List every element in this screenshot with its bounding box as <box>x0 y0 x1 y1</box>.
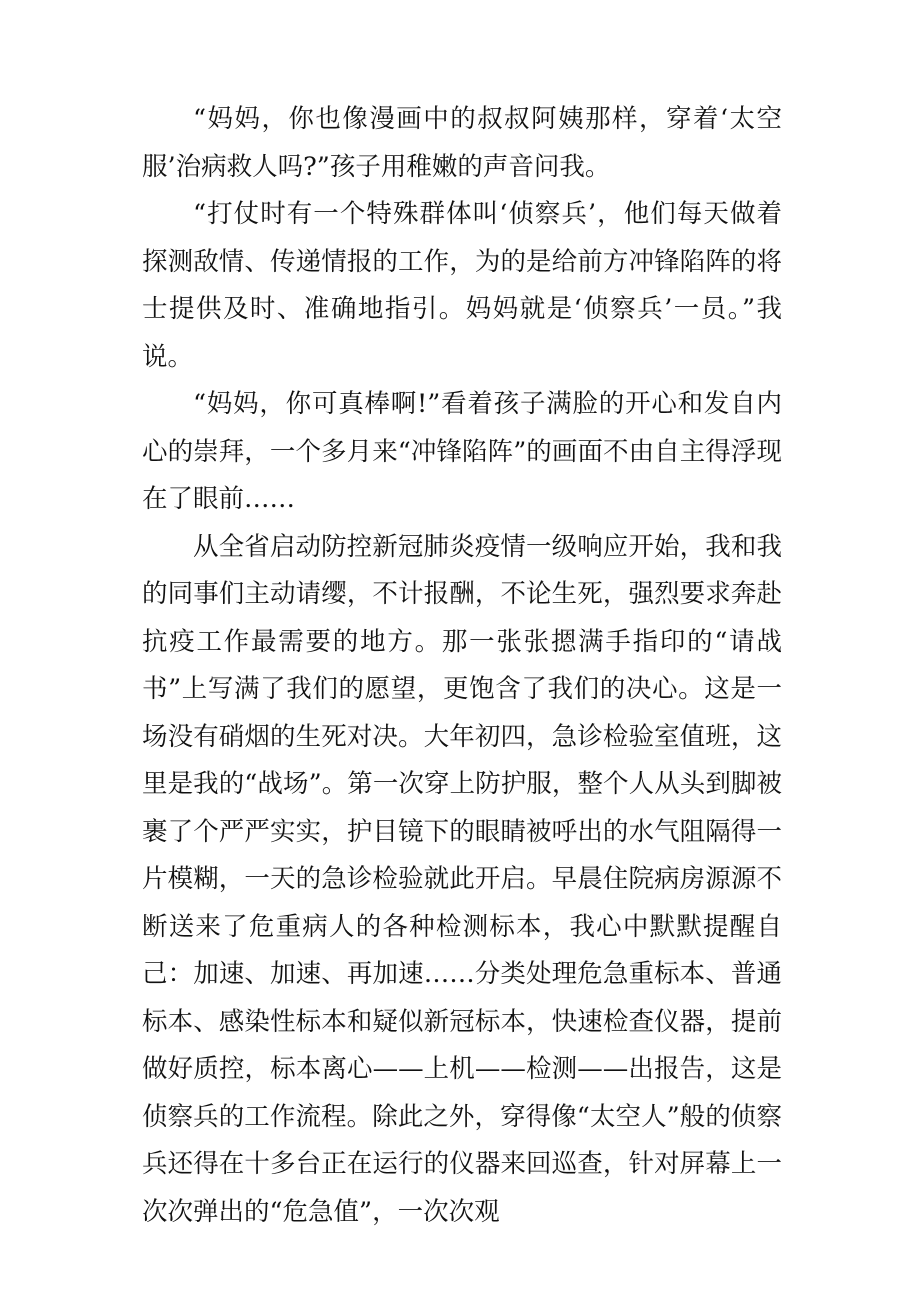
paragraph-2: “打仗时有一个特殊群体叫‘侦察兵’，他们每天做着探测敌情、传递情报的工作，为的是给前方冲锋陷阵的将士提供及时、准确地指引。妈妈就是‘侦察兵’一员。”我说。 <box>142 199 782 372</box>
paragraph-1: “妈妈，你也像漫画中的叔叔阿姨那样，穿着‘太空服’治病救人吗?”孩子用稚嫩的声音问我。 <box>142 104 782 182</box>
paragraph-3: “妈妈，你可真棒啊!”看着孩子满脸的开心和发自内心的崇拜，一个多月来“冲锋陷阵”的画面不由自主得浮现在了眼前…… <box>142 389 782 514</box>
document-page <box>142 96 782 1236</box>
paragraph-4: 从全省启动防控新冠肺炎疫情一级响应开始，我和我的同事们主动请缨，不计报酬，不论生死，强烈要求奔赴抗疫工作最需要的地方。那一张张摁满手指印的“请战书”上写满了我们的愿望，更饱含了我们的决心。这是一场没有硝烟的生死对决。大年初四，急诊检验室值班，这里是我的“战场”。第一次穿上防护服，整个人从头到脚被裹了个严严实实，护目镜下的眼睛被呼出的水气阻隔得一片模糊，一天的急诊检验就此开启。早晨住院病房源源不断送来了危重病人的各种检测标本，我心中默默提醒自己：加速、加速、再加速……分类处理危急重标本、普通标本、感染性标本和疑似新冠标本，快速检查仪器，提前做好质控，标本离心——上机——检测——出报告，这是侦察兵的工作流程。除此之外，穿得像“太空人”般的侦察兵还得在十多台正在运行的仪器来回巡查，针对屏幕上一次次弹出的“危急值”，一次次观 <box>142 531 782 1227</box>
